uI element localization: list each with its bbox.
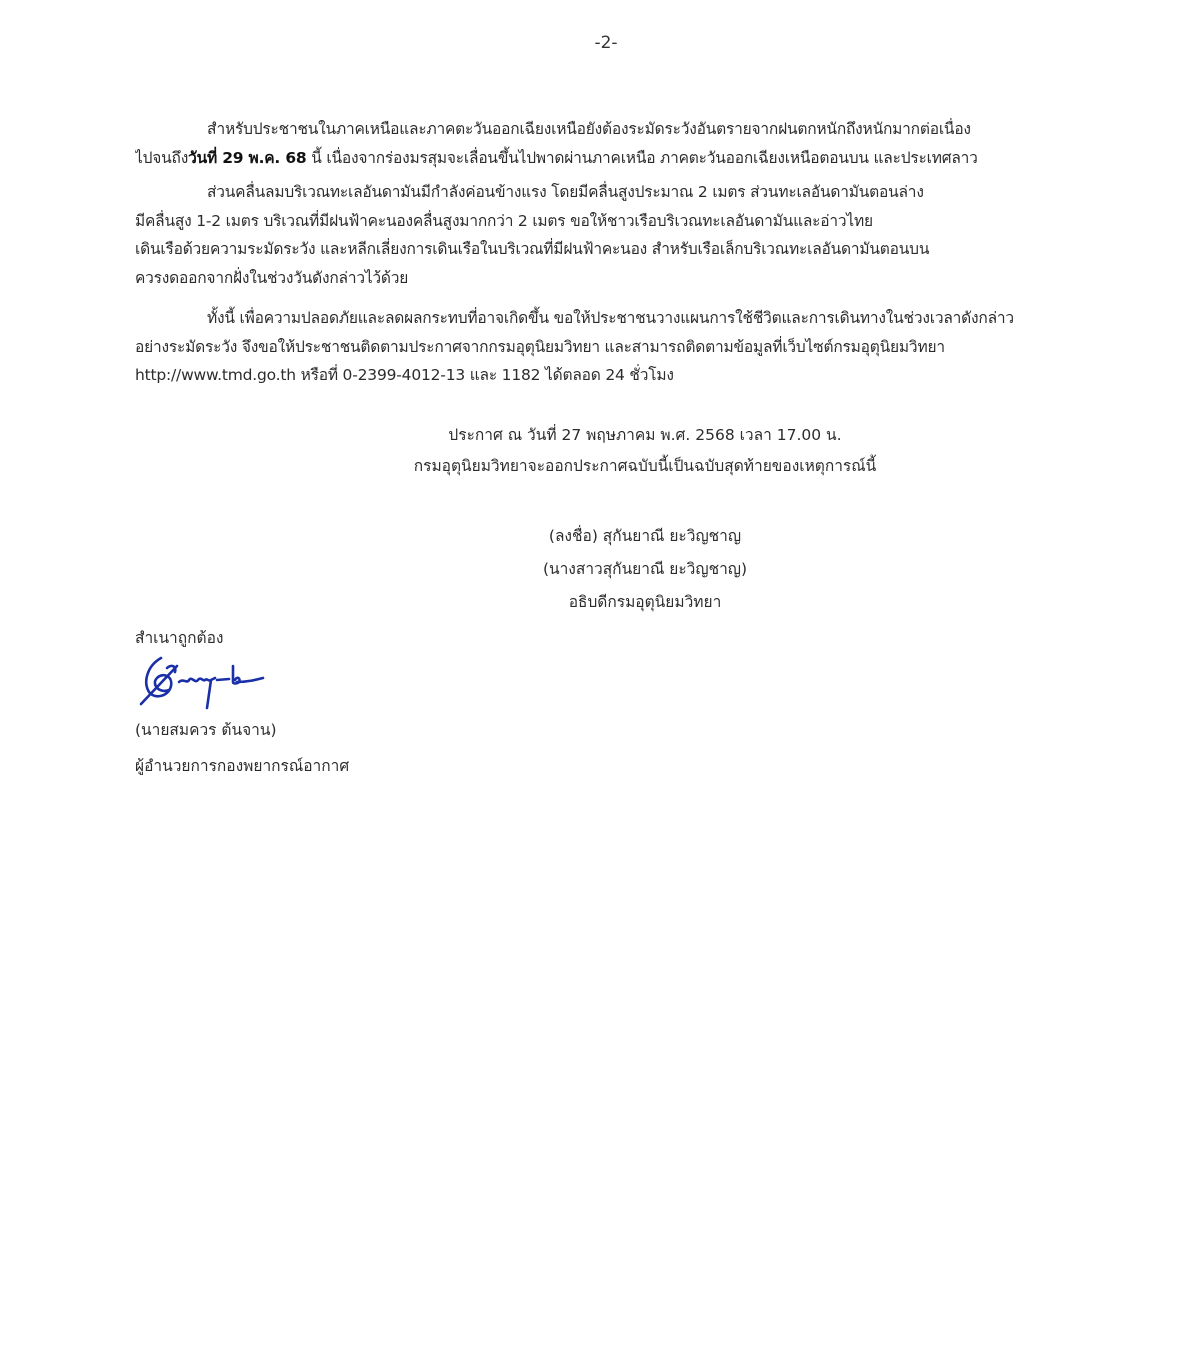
- bold-date: วันที่ 29 พ.ค. 68: [188, 148, 307, 167]
- paragraph-line: http://www.tmd.go.th หรือที่ 0-2399-4012-13 และ 1182 ได้ตลอด 24 ชั่วโมง: [135, 366, 674, 384]
- certifier-name: (นายสมควร ต้นจาน): [135, 721, 277, 739]
- paragraph-line: ควรงดออกจากฝั่งในช่วงวันดังกล่าวไว้ด้วย: [135, 268, 409, 287]
- announcement-block: [0, 420, 1200, 482]
- paragraph-line: [135, 144, 1079, 173]
- text-segment: นี้ เนื่องจากร่องมรสุมจะเลื่อนขึ้นไปพาดผ่านภาคเหนือ ภาคตะวันออกเฉียงเหนือตอนบน และประเทศลาว: [306, 148, 978, 167]
- certifier-title: ผู้อำนวยการกองพยากรณ์อากาศ: [135, 757, 350, 775]
- final-notice: กรมอุตุนิยมวิทยาจะออกประกาศฉบับนี้เป็นฉบับสุดท้ายของเหตุการณ์นี้: [413, 457, 877, 475]
- issued-date: ประกาศ ณ วันที่ 27 พฤษภาคม พ.ศ. 2568 เวลา 17.00 น.: [448, 426, 842, 444]
- paragraph-safety-notice: [135, 304, 1079, 390]
- paragraph-line: มีคลื่นสูง 1-2 เมตร บริเวณที่มีฝนฟ้าคะนองคลื่นสูงมากกว่า 2 เมตร ขอให้ชาวเรือบริเวณทะเลอันดามันและอ่าวไทย: [135, 211, 873, 230]
- certified-copy-block: [135, 624, 349, 780]
- page-number: -2-: [594, 33, 618, 53]
- text-segment: ไปจนถึง: [135, 148, 189, 167]
- signer-position: อธิบดีกรมอุตุนิยมวิทยา: [568, 593, 722, 611]
- signature-icon: [137, 652, 267, 710]
- paragraph-wave-warning: [135, 178, 1079, 292]
- paragraph-line: ทั้งนี้ เพื่อความปลอดภัยและลดผลกระทบที่อาจเกิดขึ้น ขอให้ประชาชนวางแผนการใช้ชีวิตและการเดินทางในช่วงเวลาดังกล่าว: [207, 309, 1014, 327]
- paragraph-north-rain-warning: [135, 115, 1079, 172]
- signer-full-name: (นางสาวสุกันยาณี ยะวิญชาญ): [542, 560, 748, 578]
- signer-block: [0, 520, 1200, 619]
- paragraph-line: สำหรับประชาชนในภาคเหนือและภาคตะวันออกเฉียงเหนือยังต้องระมัดระวังอันตรายจากฝนตกหนักถึงหนักมากต่อเนื่อง: [207, 120, 971, 138]
- signed-name: (ลงชื่อ) สุกันยาณี ยะวิญชาญ: [548, 527, 742, 545]
- paragraph-line: อย่างระมัดระวัง จึงขอให้ประชาชนติดตามประกาศจากกรมอุตุนิยมวิทยา และสามารถติดตามข้อมูลที่เว็บไซต์กรมอุตุนิยมวิทยา: [135, 337, 945, 356]
- certified-copy-label: สำเนาถูกต้อง: [135, 629, 224, 647]
- paragraph-line: เดินเรือด้วยความระมัดระวัง และหลีกเลี่ยงการเดินเรือในบริเวณที่มีฝนฟ้าคะนอง สำหรับเรือเล็กบริเวณทะเลอันดามันตอนบน: [135, 240, 930, 258]
- paragraph-line: ส่วนคลื่นลมบริเวณทะเลอันดามันมีกำลังค่อนข้างแรง โดยมีคลื่นสูงประมาณ 2 เมตร ส่วนทะเลอันดามันตอนล่าง: [207, 183, 924, 201]
